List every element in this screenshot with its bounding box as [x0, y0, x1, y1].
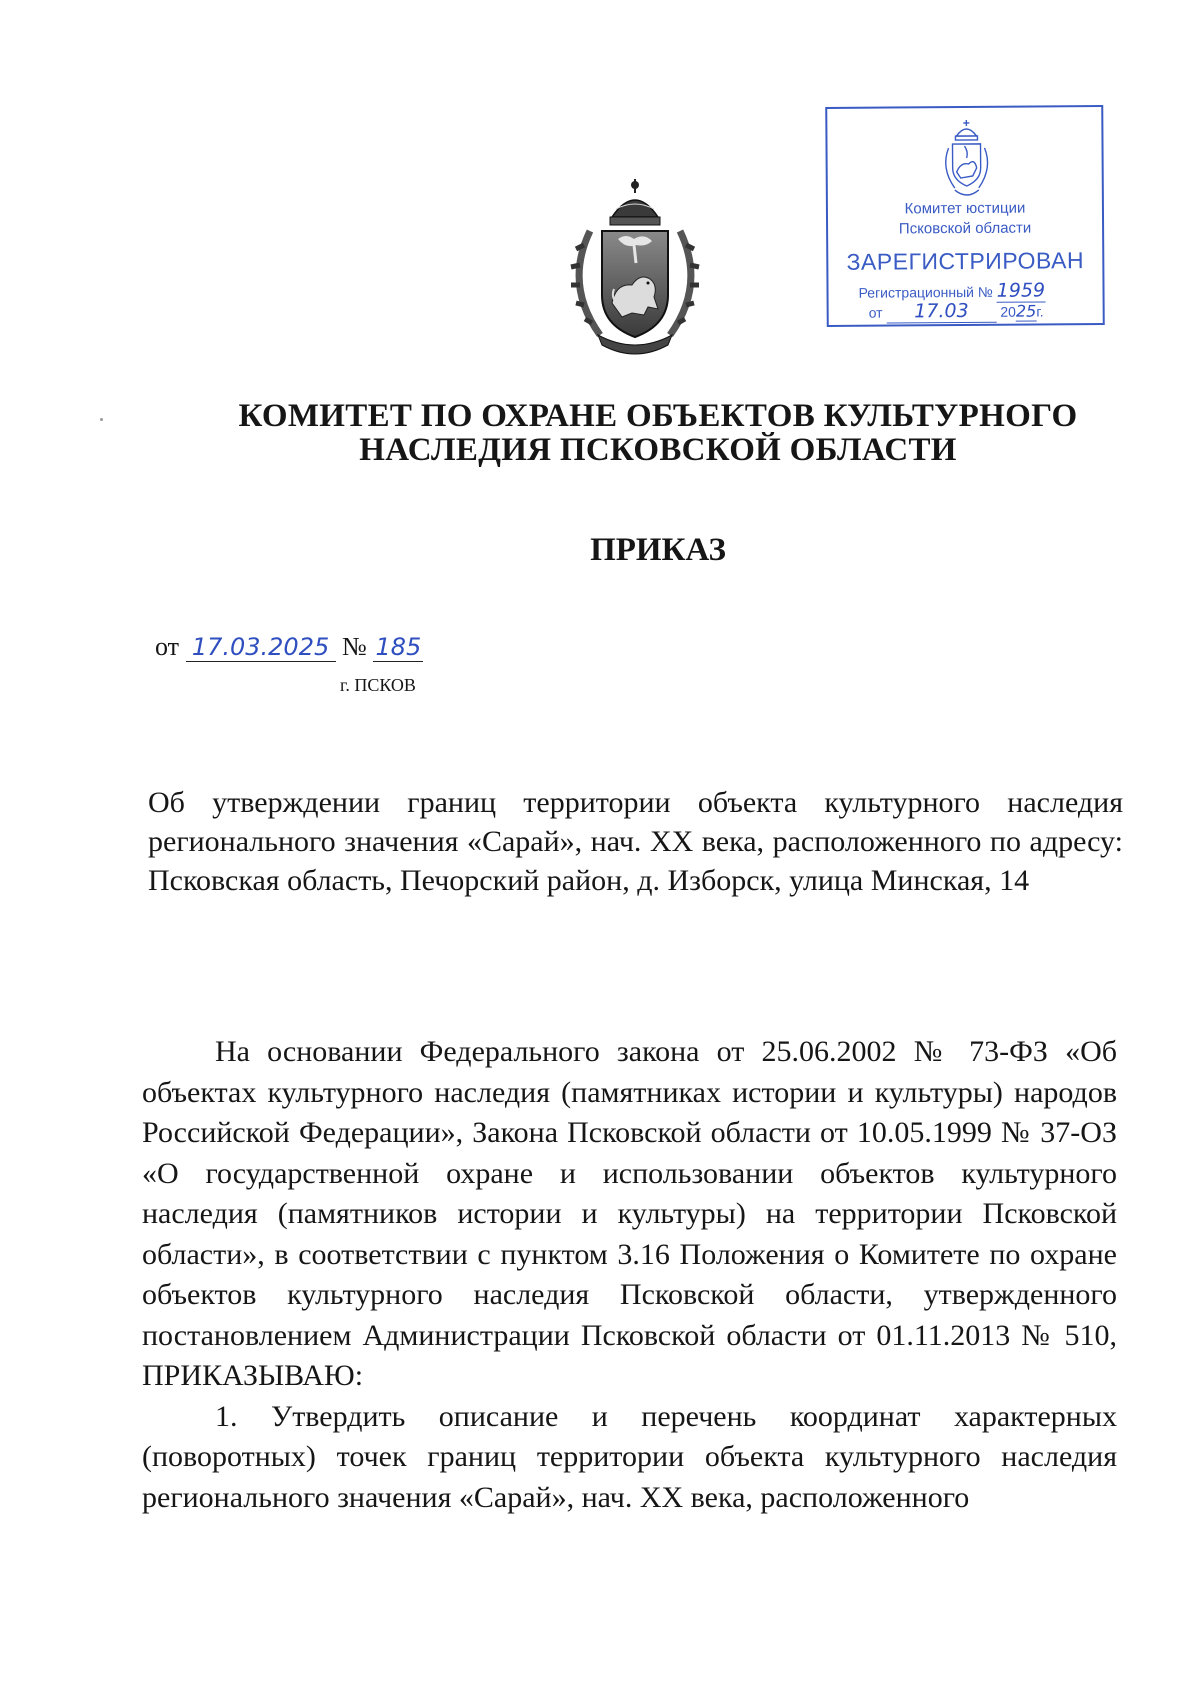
- stamp-date-prefix: от: [868, 304, 883, 321]
- stamp-reg-number: 1959: [996, 279, 1046, 302]
- organization-title-line1: КОМИТЕТ ПО ОХРАНЕ ОБЪЕКТОВ КУЛЬТУРНОГО: [238, 398, 1078, 434]
- stamp-date-value: 17.03: [886, 300, 996, 324]
- stamp-status: ЗАРЕГИСТРИРОВАН: [846, 247, 1085, 275]
- body-paragraph: На основании Федерального закона от 25.06.2002 № 73-ФЗ «Об объектах культурного наследия (памятниках истории и культуры) народов Российской Федерации», Закона Псковской области от 10.05.1999 № 37-ОЗ «О государственной охране и использовании объектов культурного наследия (памятников истории и культуры) на территории Псковской области», в соответствии с пунктом 3.16 Положения о Комитете по охране объектов культурного наследия Псковской области, утвержденного постановлением Администрации Псковской области от 01.11.2013 № 510, ПРИКАЗЫВАЮ:: [142, 1035, 1117, 1392]
- stamp-date-line: [869, 299, 1044, 323]
- order-body: [142, 1032, 1117, 1518]
- document-type: ПРИКАЗ: [590, 532, 726, 568]
- stamp-year-suffix: 25: [1015, 301, 1037, 321]
- body-item-1: 1. Утвердить описание и перечень координат характерных (поворотных) точек границ территории объекта культурного наследия регионального значения «Сарай», нач. XX века, расположенного: [142, 1399, 1117, 1514]
- order-date-prefix: от: [155, 632, 180, 661]
- registration-stamp: [825, 105, 1105, 327]
- stamp-emblem-icon: [934, 118, 999, 208]
- order-number-value: 185: [373, 633, 423, 662]
- order-city: г. ПСКОВ: [340, 675, 416, 695]
- organization-title-line2: НАСЛЕДИЯ ПСКОВСКОЙ ОБЛАСТИ: [359, 432, 957, 468]
- order-number-label: №: [342, 632, 367, 661]
- order-date-value: 17.03.2025: [186, 633, 336, 662]
- order-subject: Об утверждении границ территории объекта культурного наследия регионального значения «Сарай», нач. XX века, расположенного по адресу: Псковская область, Печорский район, д. Изборск, улица Минская, 14: [148, 786, 1123, 897]
- coat-of-arms-icon: [560, 175, 710, 360]
- stamp-org-line1: Комитет юстиции: [904, 199, 1026, 218]
- stamp-reg-label: Регистрационный №: [858, 283, 993, 301]
- stamp-org-line2: Псковской области: [898, 219, 1032, 238]
- stamp-year-unit: г.: [1036, 303, 1044, 320]
- order-date-number-line: [155, 632, 423, 662]
- stamp-year-prefix: 20: [1000, 303, 1016, 320]
